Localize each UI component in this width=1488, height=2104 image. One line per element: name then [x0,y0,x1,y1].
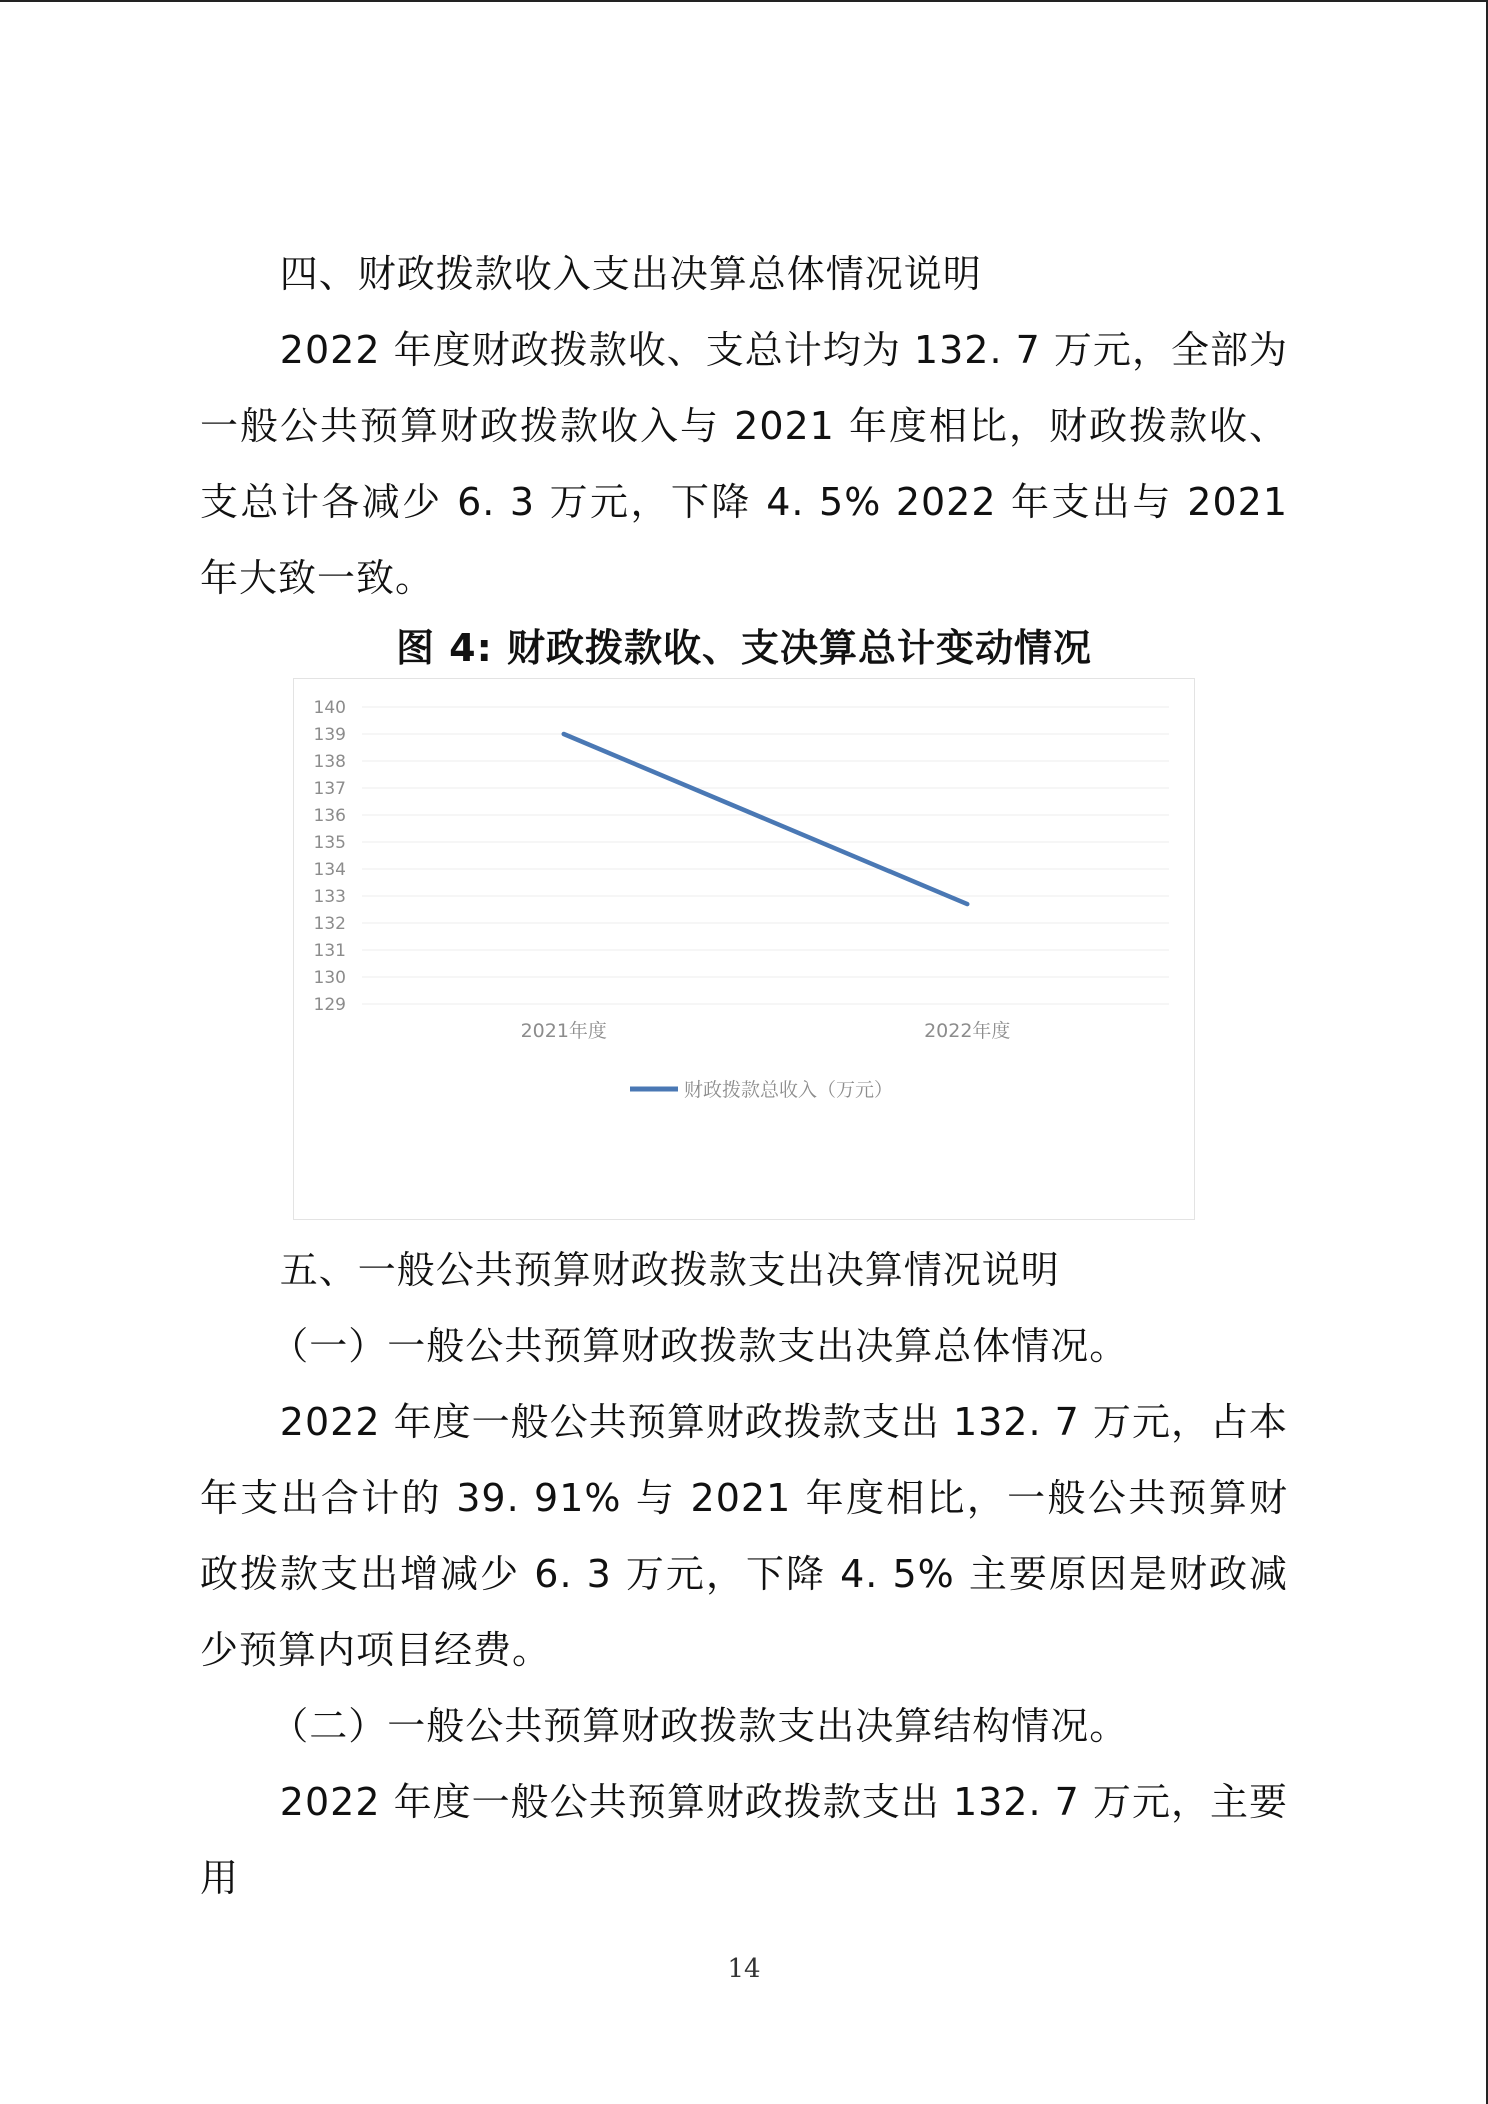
y-tick-label: 139 [313,725,346,745]
series-line [564,734,968,904]
section-5-sub2-heading: （二）一般公共预算财政拨款支出决算结构情况。 [270,1704,1129,1748]
section-5-heading: 五、一般公共预算财政拨款支出决算情况说明 [279,1248,1060,1292]
section-5 [200,1232,1288,1916]
x-tick-label: 2022年度 [924,1020,1011,1042]
y-tick-label: 130 [313,968,346,988]
y-tick-label: 129 [313,995,346,1015]
chart-canvas [294,679,1194,1219]
y-tick-label: 136 [313,806,346,826]
section-4 [200,236,1288,616]
page-number: 14 [727,1954,761,1984]
y-tick-label: 132 [313,914,346,934]
y-tick-label: 140 [313,698,346,718]
y-tick-label: 135 [313,833,346,853]
y-tick-label: 131 [313,941,346,961]
page-border-top [0,0,1488,2]
y-tick-label: 137 [313,779,346,799]
section-5-sub1-paragraph: 2022 年度一般公共预算财政拨款支出 132. 7 万元，占本年支出合计的 39. 91% 与 2021 年度相比，一般公共预算财政拨款支出增减少 6. 3 万元，下降 4. 5% 主要原因是财政减少预算内项目经费。 [200,1400,1288,1672]
section-4-heading: 四、财政拨款收入支出决算总体情况说明 [279,252,982,296]
x-tick-label: 2021年度 [520,1020,607,1042]
section-5-sub2-paragraph: 2022 年度一般公共预算财政拨款支出 132. 7 万元，主要用 [200,1780,1288,1900]
legend-label: 财政拨款总收入（万元） [684,1079,894,1101]
figure-title: 图 4: 财政拨款收、支决算总计变动情况 [395,626,1093,670]
line-chart [293,678,1195,1220]
section-5-sub1-heading: （一）一般公共预算财政拨款支出决算总体情况。 [270,1324,1129,1368]
section-4-paragraph: 2022 年度财政拨款收、支总计均为 132. 7 万元，全部为一般公共预算财政拨款收入与 2021 年度相比，财政拨款收、支总计各减少 6. 3 万元，下降 4. 5% 2022 年支出与 2021 年大致一致。 [200,328,1288,600]
y-tick-label: 133 [313,887,346,907]
y-tick-label: 134 [313,860,346,880]
y-tick-label: 138 [313,752,346,772]
